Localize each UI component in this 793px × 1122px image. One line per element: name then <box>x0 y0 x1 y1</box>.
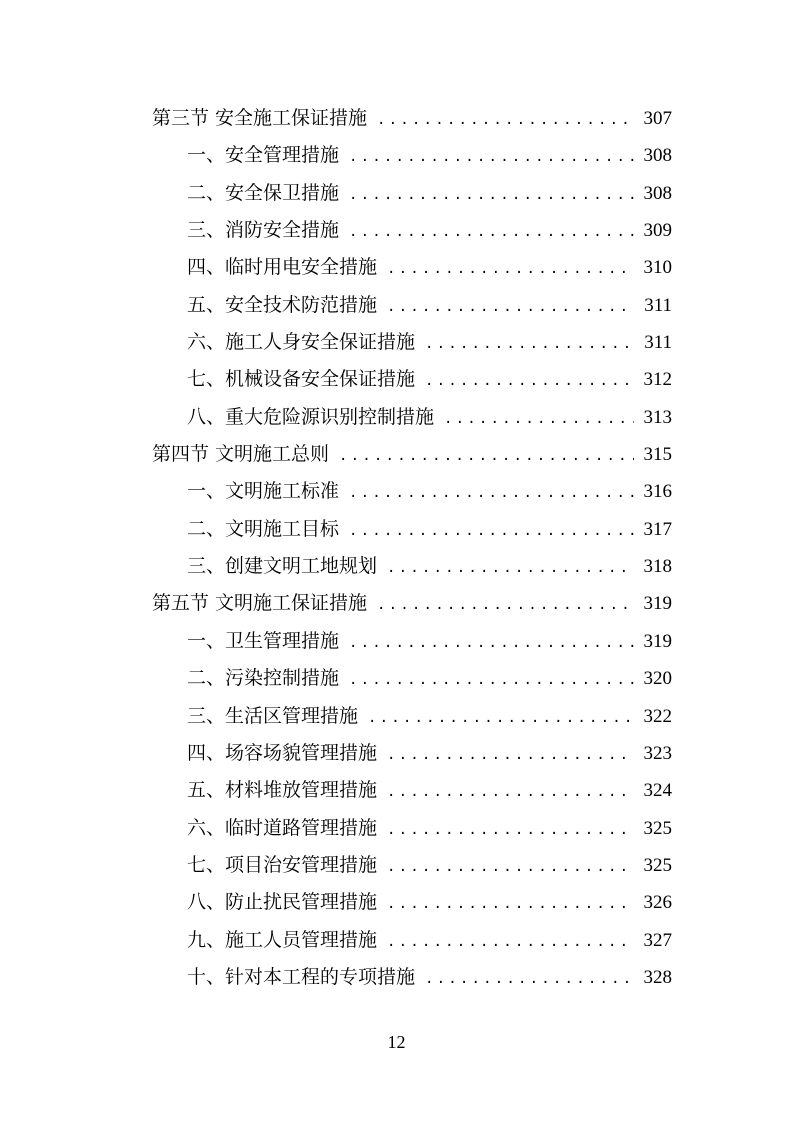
toc-subsection-entry[interactable] <box>152 287 672 324</box>
toc-subsection-entry[interactable] <box>152 548 672 585</box>
toc-entry-title: 三、消防安全措施 <box>187 219 340 242</box>
toc-entry-title: 五、安全技术防范措施 <box>187 293 378 316</box>
toc-entry-title: 二、污染控制措施 <box>187 667 340 690</box>
toc-dot-leader <box>387 550 634 587</box>
toc-subsection-entry[interactable] <box>152 511 672 548</box>
toc-entry-title: 第三节 安全施工保证措施 <box>152 107 368 129</box>
toc-entry-title: 六、施工人身安全保证措施 <box>187 331 416 354</box>
toc-dot-leader <box>444 401 634 438</box>
toc-section-entry[interactable] <box>152 436 672 473</box>
toc-entry-title: 一、文明施工标准 <box>187 480 340 503</box>
toc-entry-page: 328 <box>643 966 672 988</box>
toc-entry-page: 307 <box>643 108 672 129</box>
toc-subsection-entry[interactable] <box>152 473 672 510</box>
toc-entry-page: 324 <box>643 780 672 802</box>
toc-dot-leader <box>349 139 634 176</box>
toc-dot-leader <box>387 924 634 961</box>
toc-entry-page: 319 <box>643 630 672 652</box>
toc-entry-title: 四、场容场貌管理措施 <box>187 741 378 764</box>
toc-dot-leader <box>387 886 634 923</box>
toc-entry-page: 313 <box>643 406 672 428</box>
toc-subsection-entry[interactable] <box>152 249 672 286</box>
toc-dot-leader <box>425 961 634 998</box>
toc-entry-page: 311 <box>644 294 672 316</box>
toc-entry-title: 八、重大危险源识别控制措施 <box>187 405 435 428</box>
toc-dot-leader <box>387 849 634 886</box>
toc-dot-leader <box>339 438 634 475</box>
toc-entry-page: 322 <box>643 705 672 727</box>
toc-entry-title: 七、机械设备安全保证措施 <box>187 368 416 391</box>
toc-dot-leader <box>387 737 634 774</box>
toc-dot-leader <box>387 774 634 811</box>
toc-entry-page: 317 <box>643 518 672 540</box>
toc-entry-page: 311 <box>644 332 672 354</box>
toc-subsection-entry[interactable] <box>152 922 672 959</box>
table-of-contents <box>152 100 672 996</box>
toc-dot-leader <box>377 587 634 624</box>
toc-subsection-entry[interactable] <box>152 324 672 361</box>
toc-entry-page: 325 <box>643 817 672 839</box>
toc-entry-page: 319 <box>643 593 672 615</box>
toc-entry-title: 六、临时道路管理措施 <box>187 816 378 839</box>
toc-entry-page: 308 <box>643 145 672 167</box>
toc-section-entry[interactable] <box>152 100 672 137</box>
toc-entry-page: 325 <box>643 854 672 876</box>
toc-entry-page: 320 <box>643 668 672 690</box>
toc-subsection-entry[interactable] <box>152 735 672 772</box>
toc-entry-page: 327 <box>643 929 672 951</box>
toc-entry-title: 二、安全保卫措施 <box>187 181 340 204</box>
toc-dot-leader <box>387 812 634 849</box>
toc-subsection-entry[interactable] <box>152 959 672 996</box>
toc-dot-leader <box>387 289 634 326</box>
toc-entry-page: 318 <box>643 556 672 578</box>
toc-entry-title: 五、材料堆放管理措施 <box>187 779 378 802</box>
toc-subsection-entry[interactable] <box>152 399 672 436</box>
toc-entry-page: 310 <box>643 257 672 279</box>
toc-dot-leader <box>349 177 634 214</box>
page-number: 12 <box>387 1032 406 1052</box>
toc-entry-title: 三、生活区管理措施 <box>187 704 359 727</box>
toc-subsection-entry[interactable] <box>152 175 672 212</box>
toc-section-entry[interactable] <box>152 585 672 622</box>
toc-dot-leader <box>377 102 634 139</box>
toc-subsection-entry[interactable] <box>152 361 672 398</box>
toc-subsection-entry[interactable] <box>152 698 672 735</box>
toc-dot-leader <box>368 700 634 737</box>
toc-dot-leader <box>425 326 634 363</box>
toc-entry-title: 七、项目治安管理措施 <box>187 853 378 876</box>
toc-subsection-entry[interactable] <box>152 847 672 884</box>
toc-subsection-entry[interactable] <box>152 772 672 809</box>
toc-entry-title: 一、安全管理措施 <box>187 144 340 167</box>
toc-subsection-entry[interactable] <box>152 137 672 174</box>
toc-entry-page: 323 <box>643 742 672 764</box>
toc-subsection-entry[interactable] <box>152 884 672 921</box>
toc-subsection-entry[interactable] <box>152 810 672 847</box>
toc-entry-page: 315 <box>643 444 672 466</box>
toc-entry-title: 四、临时用电安全措施 <box>187 256 378 279</box>
toc-entry-page: 308 <box>643 182 672 204</box>
toc-entry-title: 第四节 文明施工总则 <box>152 443 330 466</box>
toc-dot-leader <box>349 214 634 251</box>
toc-entry-title: 一、卫生管理措施 <box>187 629 340 652</box>
toc-entry-page: 316 <box>643 481 672 503</box>
toc-dot-leader <box>387 251 634 288</box>
toc-entry-title: 第五节 文明施工保证措施 <box>152 592 368 615</box>
toc-entry-title: 八、防止扰民管理措施 <box>187 891 378 914</box>
toc-entry-title: 二、文明施工目标 <box>187 517 340 540</box>
toc-subsection-entry[interactable] <box>152 623 672 660</box>
toc-dot-leader <box>349 662 634 699</box>
toc-entry-title: 十、针对本工程的专项措施 <box>187 965 416 988</box>
toc-entry-title: 九、施工人员管理措施 <box>187 928 378 951</box>
toc-subsection-entry[interactable] <box>152 660 672 697</box>
toc-dot-leader <box>349 513 634 550</box>
toc-entry-page: 326 <box>643 892 672 914</box>
toc-dot-leader <box>425 363 634 400</box>
toc-entry-title: 三、创建文明工地规划 <box>187 555 378 578</box>
toc-dot-leader <box>349 475 634 512</box>
toc-entry-page: 312 <box>643 369 672 391</box>
toc-dot-leader <box>349 625 634 662</box>
toc-subsection-entry[interactable] <box>152 212 672 249</box>
toc-entry-page: 309 <box>643 220 672 242</box>
